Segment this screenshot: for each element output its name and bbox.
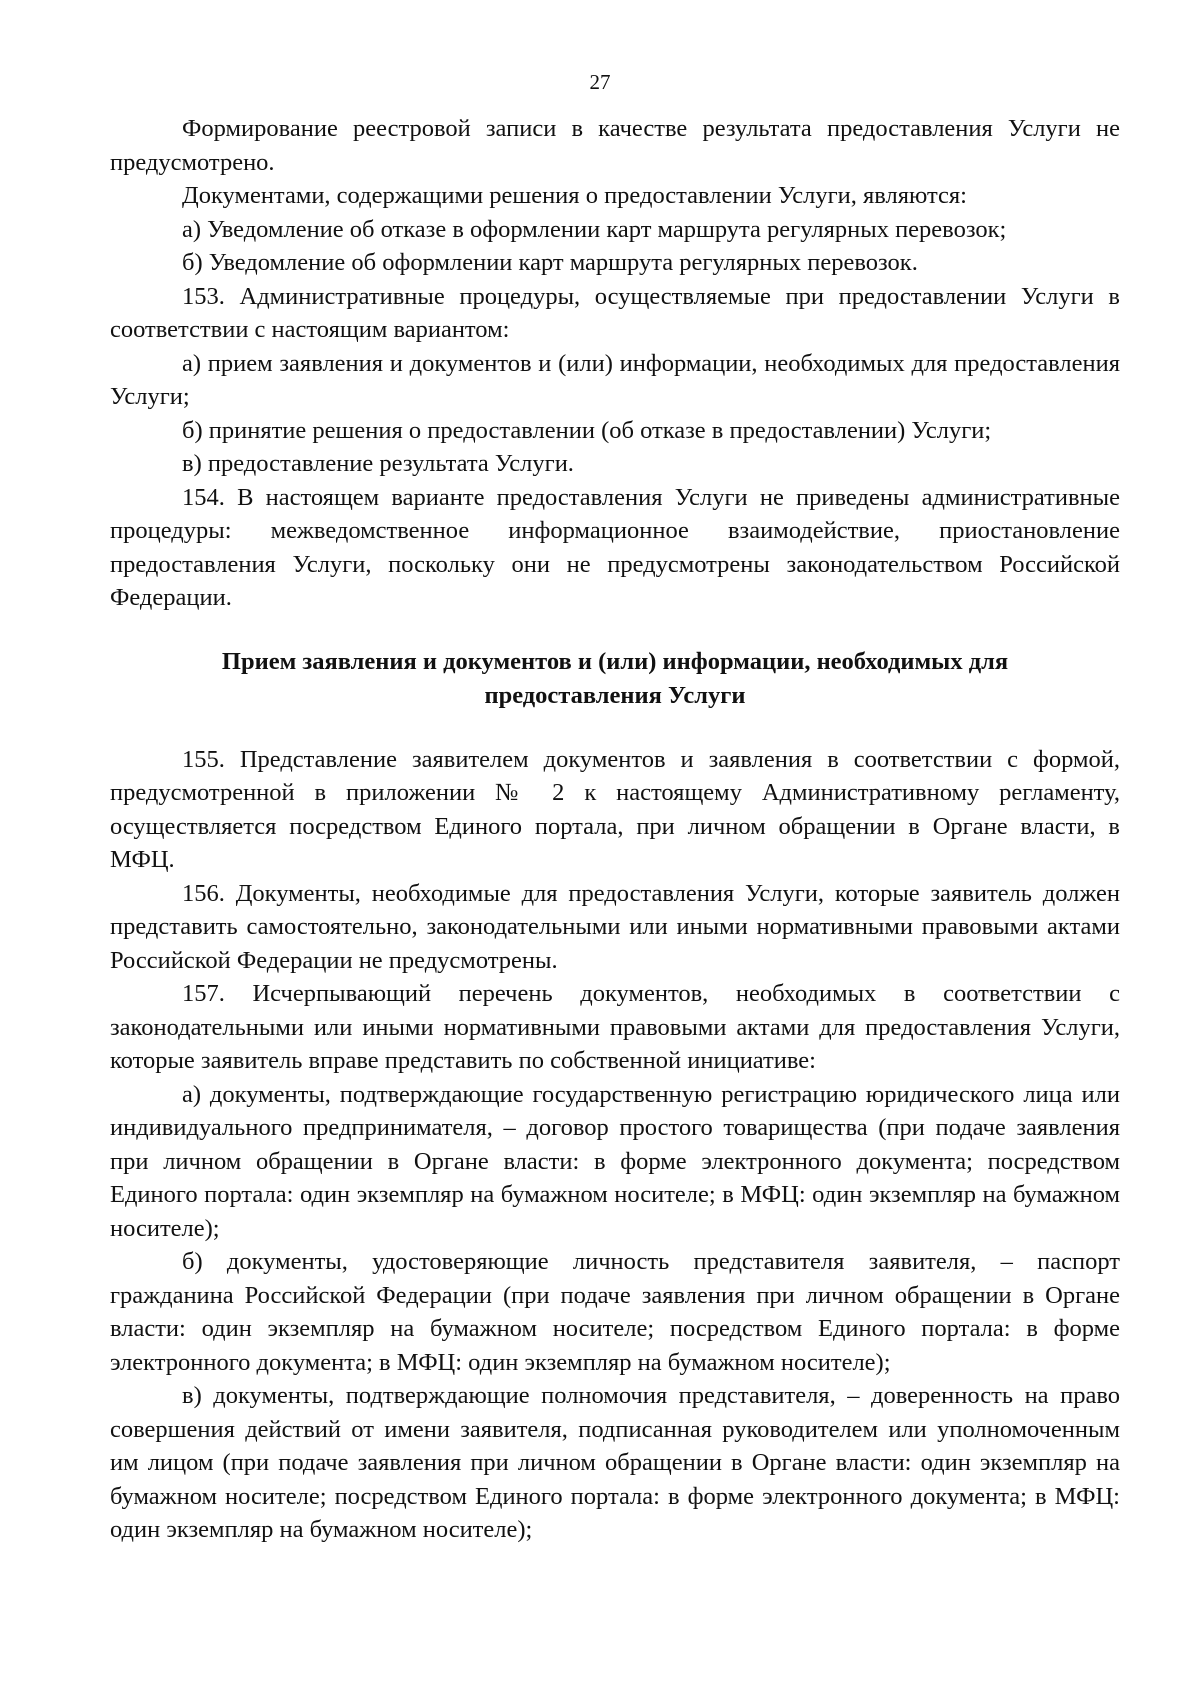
page-number: 27 — [589, 70, 611, 94]
list-item-153-a: а) прием заявления и документов и (или) информации, необходимых для предоставления Услуги; — [110, 349, 1120, 410]
section-heading-line-2: предоставления Услуги — [484, 681, 746, 709]
list-item-157-b: б) документы, удостоверяющие личность представителя заявителя, – паспорт гражданина Российской Федерации (при подаче заявления при личном обращении в Органе власти: один экземпляр на бумажном носителе; посредством Единого портала: в форме электронного документа; в МФЦ: один экземпляр на бумажном носителе); — [110, 1248, 1120, 1376]
list-item-157-c: в) документы, подтверждающие полномочия представителя, – доверенность на право совершения действий от имени заявителя, подписанная руководителем или уполномоченным им лицом (при подаче заявления при личном обращении в Органе власти: один экземпляр на бумажном носителе; посредством Единого портала: в форме электронного документа; в МФЦ: один экземпляр на бумажном носителе); — [110, 1382, 1120, 1543]
list-item-refusal-notice: а) Уведомление об отказе в оформлении карт маршрута регулярных перевозок; — [182, 215, 1007, 243]
document-body — [110, 112, 1120, 1547]
list-item-153-c: в) предоставление результата Услуги. — [182, 450, 574, 477]
section-heading — [110, 645, 1120, 713]
paragraph-decision-documents: Документами, содержащими решения о предоставлении Услуги, являются: — [182, 182, 967, 209]
paragraph-registry-record: Формирование реестровой записи в качестве результата предоставления Услуги не предусмотрено. — [110, 115, 1120, 176]
list-item-157-a: а) документы, подтверждающие государственную регистрацию юридического лица или индивидуального предпринимателя, – договор простого товарищества (при подаче заявления при личном обращении в Органе власти: в форме электронного документа; посредством Единого портала: один экземпляр на бумажном носителе; в МФЦ: один экземпляр на бумажном носителе); — [110, 1080, 1120, 1242]
paragraph-157: 157. Исчерпывающий перечень документов, необходимых в соответствии с законодательными или иными нормативными правовыми актами для предоставления Услуги, которые заявитель вправе представить по собственной инициативе: — [110, 980, 1120, 1074]
list-item-issuance-notice: б) Уведомление об оформлении карт маршрута регулярных перевозок. — [182, 249, 918, 276]
paragraph-156: 156. Документы, необходимые для предоставления Услуги, которые заявитель должен представить самостоятельно, законодательными или иными нормативными правовыми актами Российской Федерации не предусмотрены. — [110, 879, 1120, 974]
paragraph-153: 153. Административные процедуры, осуществляемые при предоставлении Услуги в соответствии с настоящим вариантом: — [110, 282, 1120, 343]
paragraph-154: 154. В настоящем варианте предоставления Услуги не приведены административные процедуры: межведомственное информационное взаимодействие, приостановление предоставления Услуги, поскольку они не предусмотрены законодательством Российской Федерации. — [110, 483, 1120, 611]
section-heading-line-1: Прием заявления и документов и (или) информации, необходимых для — [221, 647, 1009, 675]
paragraph-155: 155. Представление заявителем документов и заявления в соответствии с формой, предусмотренной в приложении № 2 к настоящему Административному регламенту, осуществляется посредством Единого портала, при личном обращении в Органе власти, в МФЦ. — [110, 745, 1120, 873]
list-item-153-b: б) принятие решения о предоставлении (об отказе в предоставлении) Услуги; — [182, 416, 992, 444]
